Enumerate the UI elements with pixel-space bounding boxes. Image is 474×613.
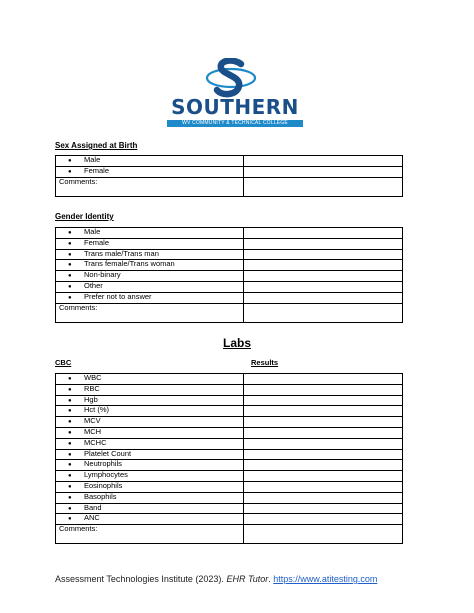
option-label: Basophils [84, 492, 117, 501]
response-cell[interactable] [244, 238, 403, 249]
form-row [56, 471, 403, 482]
results-column-title: Results [251, 358, 279, 367]
bullet-icon: ● [68, 240, 72, 247]
option-cell [56, 406, 244, 417]
cbc-column-title: CBC [55, 358, 72, 367]
gender-table [55, 227, 403, 323]
option-cell [56, 228, 244, 239]
bullet-icon: ● [68, 294, 72, 301]
option-label: Non-binary [84, 270, 121, 280]
citation-separator: . [268, 574, 274, 584]
response-cell[interactable] [244, 271, 403, 282]
bullet-icon: ● [68, 483, 72, 490]
bullet-icon: ● [68, 440, 72, 447]
response-cell[interactable] [244, 417, 403, 428]
form-row [56, 374, 403, 385]
form-row [56, 228, 403, 239]
option-cell [56, 395, 244, 406]
option-cell [56, 260, 244, 271]
bullet-icon: ● [68, 408, 72, 415]
option-cell [56, 438, 244, 449]
form-row [56, 395, 403, 406]
option-cell [56, 166, 244, 177]
form-row [56, 449, 403, 460]
option-label: Hct (%) [84, 405, 109, 415]
option-label: Eosinophils [84, 481, 123, 490]
comments-row [56, 177, 403, 196]
bullet-icon: ● [68, 419, 72, 426]
response-cell[interactable] [244, 449, 403, 460]
labs-heading: Labs [222, 336, 251, 350]
sex-section-title: Sex Assigned at Birth [55, 141, 138, 150]
form-row [56, 260, 403, 271]
option-cell [56, 492, 244, 503]
option-label: ANC [84, 513, 100, 523]
option-label: WBC [84, 373, 102, 382]
form-row [56, 514, 403, 525]
option-label: MCH [84, 427, 102, 436]
option-label: Male [84, 227, 101, 236]
response-cell[interactable] [244, 249, 403, 260]
logo-subtitle: WV COMMUNITY & TECHNICAL COLLEGE [167, 120, 303, 127]
option-label: MCHC [84, 438, 107, 447]
response-cell[interactable] [244, 471, 403, 482]
bullet-icon: ● [68, 283, 72, 290]
option-cell [56, 249, 244, 260]
option-cell [56, 374, 244, 385]
citation-link[interactable]: https://www.atitesting.com [273, 574, 378, 584]
comments-label: Comments: [56, 525, 244, 544]
logo-wordmark: SOUTHERN [171, 95, 299, 119]
option-label: MCV [84, 416, 101, 426]
response-cell[interactable] [244, 395, 403, 406]
response-cell[interactable] [244, 492, 403, 503]
option-cell [56, 292, 244, 303]
form-row [56, 292, 403, 303]
form-row [56, 249, 403, 260]
form-row [56, 417, 403, 428]
option-cell [56, 384, 244, 395]
bullet-icon: ● [68, 376, 72, 382]
form-row [56, 238, 403, 249]
comments-field[interactable] [244, 525, 403, 544]
response-cell[interactable] [244, 503, 403, 514]
response-cell[interactable] [244, 438, 403, 449]
response-cell[interactable] [244, 292, 403, 303]
form-row [56, 156, 403, 167]
option-label: RBC [84, 384, 100, 393]
response-cell[interactable] [244, 228, 403, 239]
bullet-icon: ● [68, 494, 72, 501]
form-row [56, 281, 403, 292]
bullet-icon: ● [68, 386, 72, 393]
option-label: Male [84, 155, 101, 164]
comments-field[interactable] [244, 177, 403, 196]
option-label: Prefer not to answer [84, 292, 152, 301]
option-cell [56, 471, 244, 482]
response-cell[interactable] [244, 260, 403, 271]
option-label: Neutrophils [84, 459, 122, 469]
citation-text: Assessment Technologies Institute (2023). [55, 574, 227, 584]
option-label: Trans male/Trans man [84, 249, 159, 258]
bullet-icon: ● [68, 473, 72, 480]
option-label: Lymphocytes [84, 470, 128, 480]
response-cell[interactable] [244, 460, 403, 471]
form-row [56, 481, 403, 492]
option-cell [56, 238, 244, 249]
bullet-icon: ● [68, 397, 72, 404]
bullet-icon: ● [68, 462, 72, 469]
bullet-icon: ● [68, 273, 72, 280]
option-label: Female [84, 166, 110, 175]
option-cell [56, 427, 244, 438]
option-label: Band [84, 503, 102, 512]
option-label: Platelet Count [84, 449, 132, 458]
comments-row [56, 303, 403, 322]
option-cell [56, 460, 244, 471]
response-cell[interactable] [244, 281, 403, 292]
response-cell[interactable] [244, 374, 403, 385]
form-row [56, 384, 403, 395]
bullet-icon: ● [68, 516, 72, 523]
bullet-icon: ● [68, 429, 72, 436]
response-cell[interactable] [244, 481, 403, 492]
option-label: Other [84, 281, 103, 290]
form-row [56, 427, 403, 438]
option-cell [56, 156, 244, 167]
bullet-icon: ● [68, 262, 72, 269]
response-cell[interactable] [244, 384, 403, 395]
response-cell[interactable] [244, 406, 403, 417]
option-label: Trans female/Trans woman [84, 259, 175, 269]
bullet-icon: ● [68, 168, 72, 175]
form-row [56, 438, 403, 449]
comments-field[interactable] [244, 303, 403, 322]
response-cell[interactable] [244, 514, 403, 525]
s-swoosh-logo-icon [205, 58, 257, 100]
comments-label: Comments: [56, 177, 244, 196]
form-row [56, 166, 403, 177]
bullet-icon: ● [68, 158, 72, 164]
option-cell [56, 271, 244, 282]
gender-section-title: Gender Identity [55, 212, 114, 221]
footer-citation [55, 574, 377, 584]
option-cell [56, 481, 244, 492]
option-cell [56, 449, 244, 460]
comments-label: Comments: [56, 303, 244, 322]
option-label: Hgb [84, 395, 98, 404]
comments-row [56, 525, 403, 544]
citation-source: EHR Tutor [226, 574, 269, 584]
form-row [56, 271, 403, 282]
option-label: Female [84, 238, 110, 247]
form-row [56, 503, 403, 514]
form-row [56, 406, 403, 417]
college-logo [165, 58, 305, 128]
sex-table [55, 155, 403, 197]
option-cell [56, 281, 244, 292]
cbc-table [55, 373, 403, 544]
response-cell[interactable] [244, 427, 403, 438]
form-row [56, 492, 403, 503]
option-cell [56, 503, 244, 514]
bullet-icon: ● [68, 451, 72, 458]
bullet-icon: ● [68, 505, 72, 512]
bullet-icon: ● [68, 230, 72, 236]
form-row [56, 460, 403, 471]
option-cell [56, 417, 244, 428]
option-cell [56, 514, 244, 525]
bullet-icon: ● [68, 251, 72, 258]
response-cell[interactable] [244, 156, 403, 167]
response-cell[interactable] [244, 166, 403, 177]
